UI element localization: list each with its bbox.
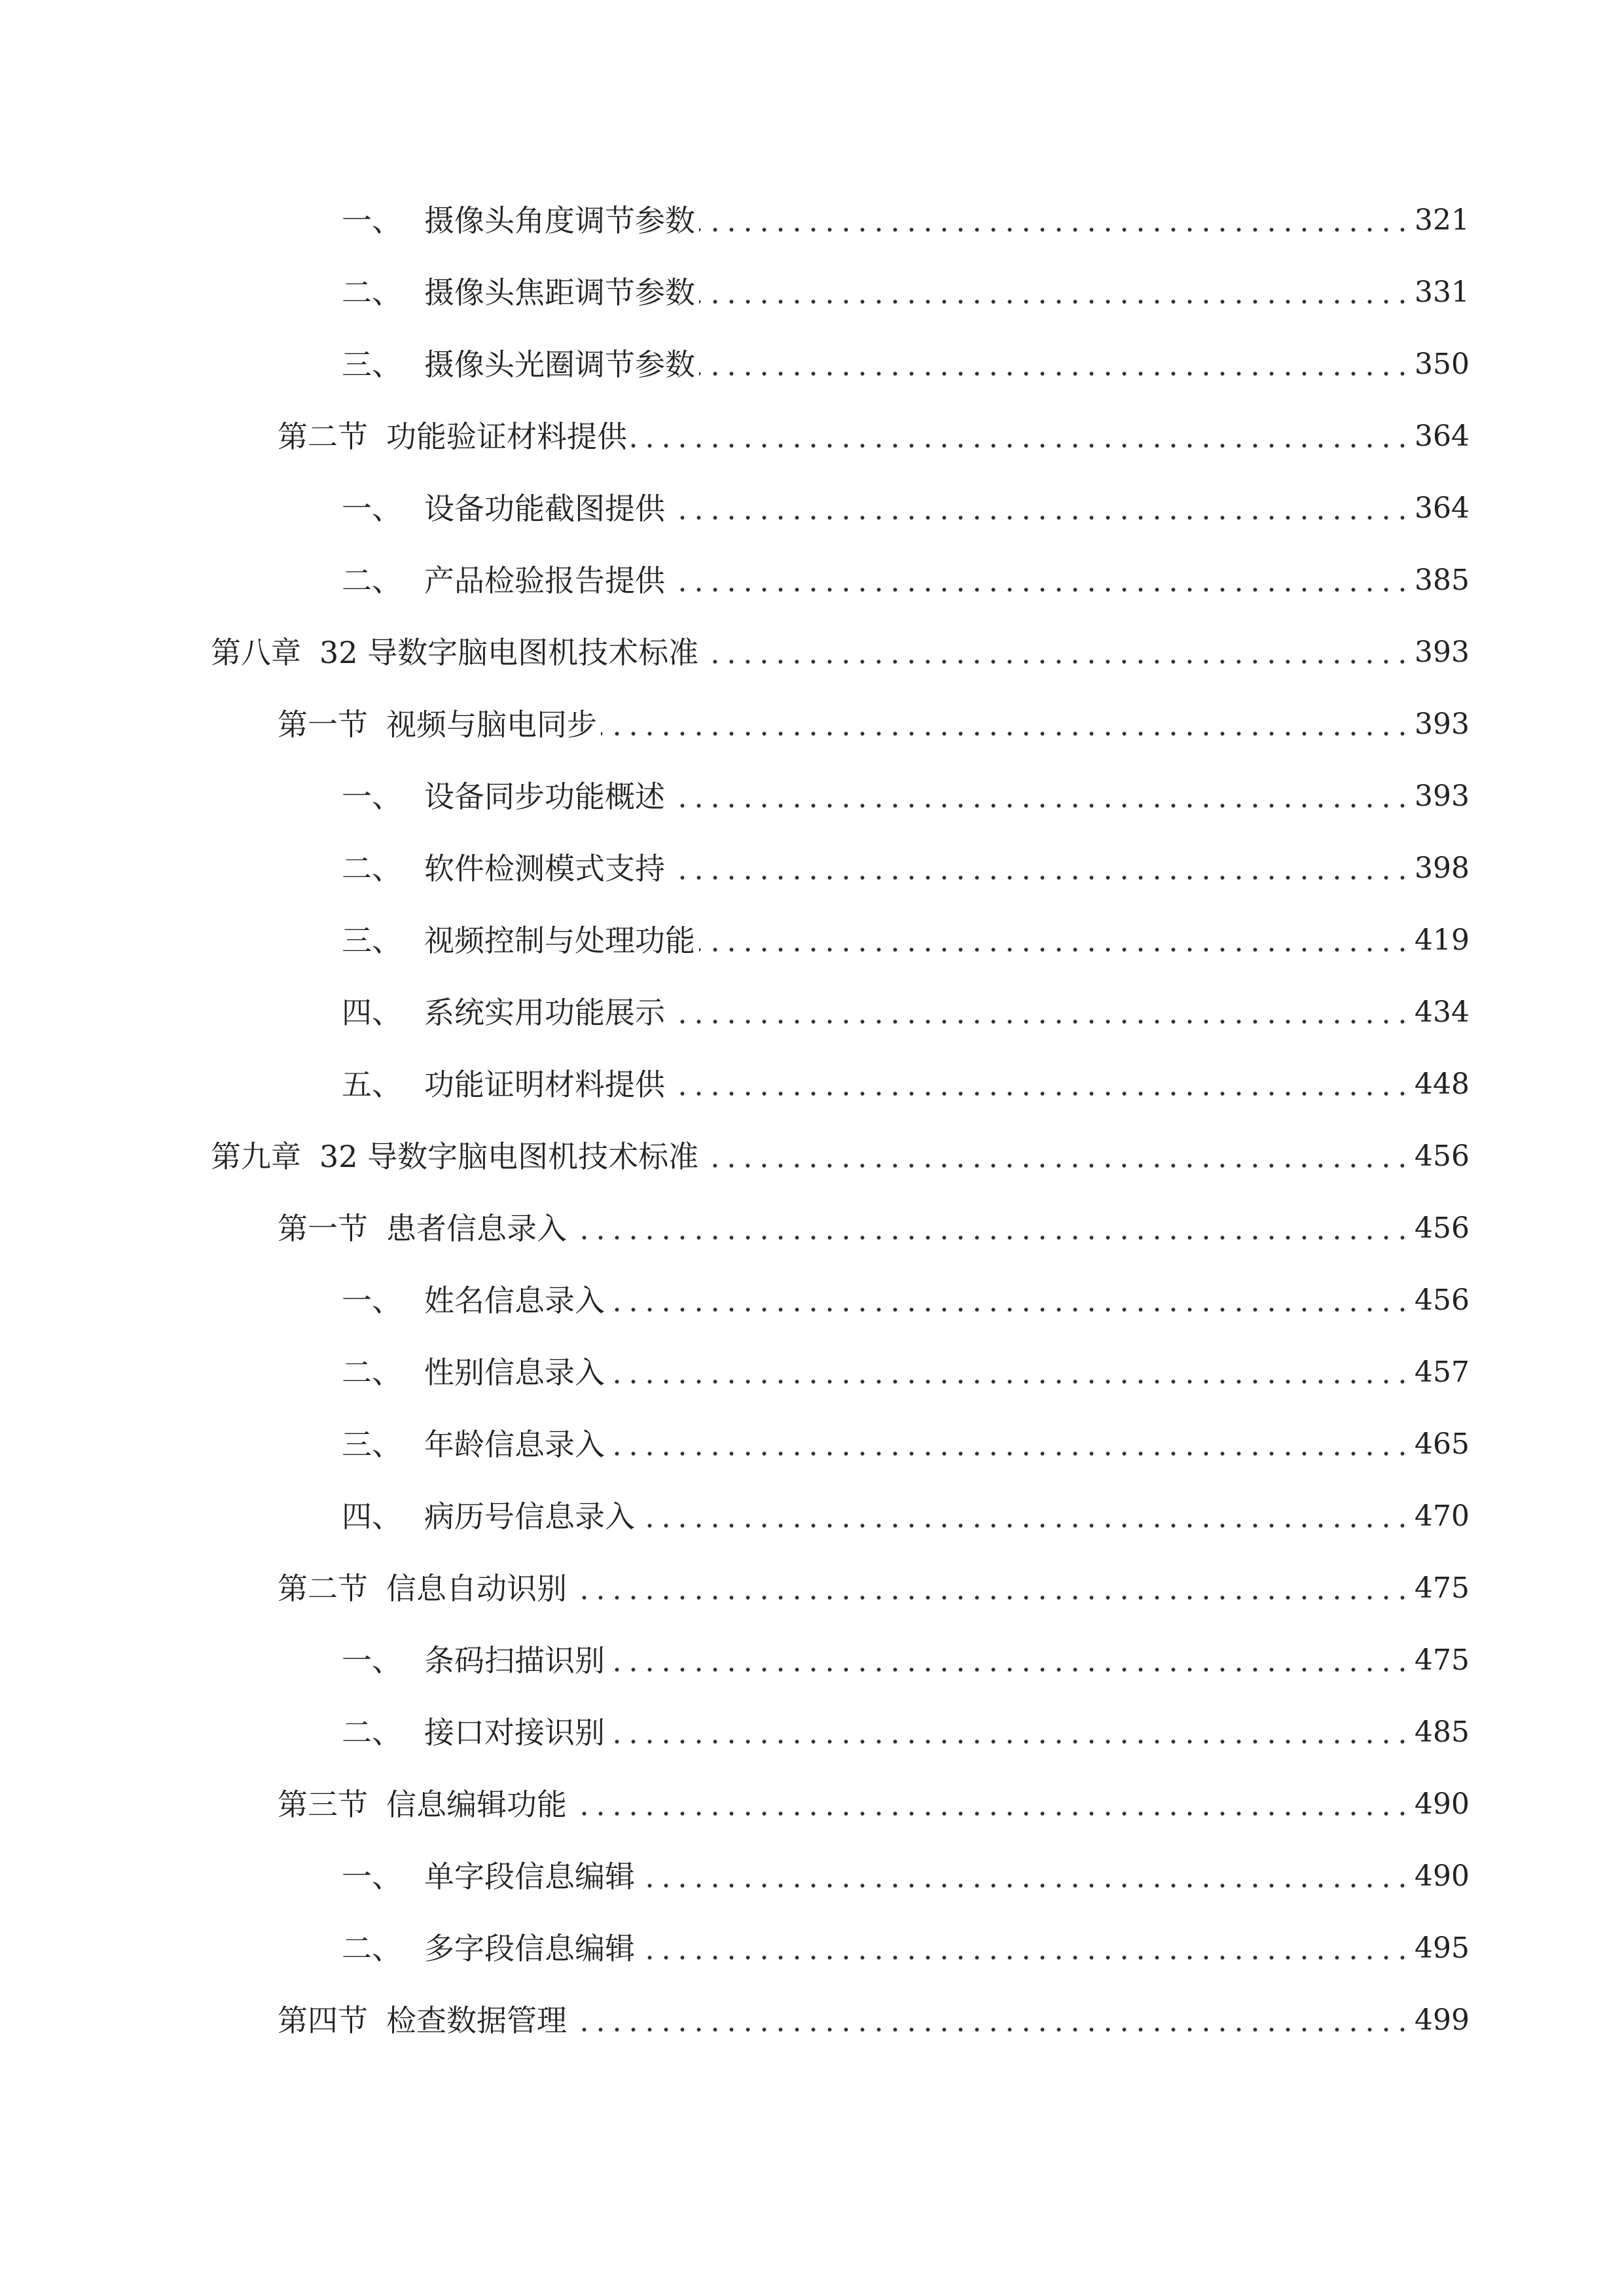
entry-title: 软件检测模式支持 [424, 851, 665, 886]
toc-entry[interactable] [342, 1336, 1470, 1408]
entry-page-number: 475 [1415, 1571, 1470, 1605]
dot-leader [702, 1162, 1411, 1170]
toc-entry[interactable] [342, 1624, 1470, 1696]
entry-number: 三、 [342, 347, 402, 382]
entry-page-number: 456 [1415, 1139, 1470, 1173]
dot-leader [669, 1018, 1411, 1026]
entry-page-number: 470 [1415, 1499, 1470, 1533]
entry-page-number: 475 [1415, 1643, 1470, 1677]
entry-page-number: 434 [1415, 996, 1470, 1029]
toc-entry[interactable] [342, 1049, 1470, 1121]
entry-page-number: 393 [1415, 780, 1470, 813]
entry-title: 病历号信息录入 [424, 1499, 635, 1534]
entry-number: 第四节 [278, 2003, 368, 2038]
dot-leader [571, 1594, 1411, 1602]
entry-title: 检查数据管理 [386, 2003, 567, 2038]
entry-title: 视频控制与处理功能 [424, 923, 695, 958]
entry-title: 多字段信息编辑 [424, 1931, 635, 1966]
toc-entry[interactable] [342, 185, 1470, 257]
entry-page-number: 457 [1415, 1355, 1470, 1389]
entry-number: 二、 [342, 851, 402, 886]
entry-page-number: 465 [1415, 1427, 1470, 1461]
entry-number: 第二节 [278, 419, 368, 454]
entry-title: 设备功能截图提供 [424, 491, 665, 526]
entry-number: 二、 [342, 275, 402, 310]
entry-title: 性别信息录入 [424, 1355, 605, 1390]
entry-title: 年龄信息录入 [424, 1427, 605, 1462]
dot-leader [699, 298, 1411, 306]
entry-title: 功能证明材料提供 [424, 1067, 665, 1102]
entry-page-number: 456 [1415, 1283, 1470, 1317]
entry-page-number: 495 [1415, 1931, 1470, 1965]
toc-entry[interactable] [342, 905, 1470, 977]
entry-number: 一、 [342, 491, 402, 526]
entry-title: 32 导数字脑电图机技术标准 [319, 635, 699, 670]
dot-leader [609, 1306, 1411, 1314]
entry-number: 五、 [342, 1067, 402, 1102]
toc-entry[interactable] [342, 1480, 1470, 1552]
entry-page-number: 393 [1415, 708, 1470, 741]
toc-entry[interactable] [278, 1193, 1470, 1265]
toc-entry[interactable] [342, 1265, 1470, 1336]
toc-entry[interactable] [342, 257, 1470, 329]
dot-leader [699, 370, 1411, 378]
entry-title: 条码扫描识别 [424, 1643, 605, 1678]
entry-number: 第二节 [278, 1571, 368, 1606]
entry-title: 摄像头光圈调节参数 [424, 347, 695, 382]
entry-number: 第三节 [278, 1787, 368, 1822]
entry-number: 二、 [342, 563, 402, 598]
entry-title: 视频与脑电同步 [386, 707, 597, 742]
entry-title: 32 导数字脑电图机技术标准 [319, 1139, 699, 1174]
toc-entry[interactable] [342, 977, 1470, 1049]
entry-page-number: 350 [1415, 348, 1470, 381]
entry-page-number: 385 [1415, 564, 1470, 597]
entry-number: 二、 [342, 1355, 402, 1390]
toc-entry[interactable] [278, 1984, 1470, 2056]
entry-page-number: 393 [1415, 636, 1470, 669]
entry-page-number: 485 [1415, 1715, 1470, 1749]
dot-leader [639, 1882, 1411, 1890]
toc-entry-chapter[interactable] [211, 617, 1470, 689]
entry-title: 产品检验报告提供 [424, 563, 665, 598]
entry-number: 第一节 [278, 1211, 368, 1246]
entry-number: 四、 [342, 1499, 402, 1534]
entry-title: 单字段信息编辑 [424, 1859, 635, 1894]
entry-page-number: 331 [1415, 276, 1470, 309]
toc-entry[interactable] [342, 473, 1470, 545]
entry-number: 一、 [342, 1643, 402, 1678]
entry-page-number: 364 [1415, 492, 1470, 525]
dot-leader [639, 1522, 1411, 1530]
entry-page-number: 398 [1415, 852, 1470, 885]
dot-leader [669, 1090, 1411, 1098]
toc-entry[interactable] [278, 1768, 1470, 1840]
toc-entry[interactable] [342, 833, 1470, 905]
toc-entry[interactable] [342, 545, 1470, 617]
dot-leader [699, 226, 1411, 234]
entry-title: 设备同步功能概述 [424, 779, 665, 814]
dot-leader [609, 1738, 1411, 1746]
entry-number: 四、 [342, 995, 402, 1030]
entry-number: 第九章 [211, 1139, 301, 1174]
toc-entry[interactable] [342, 761, 1470, 833]
entry-page-number: 448 [1415, 1067, 1470, 1101]
entry-page-number: 490 [1415, 1859, 1470, 1893]
dot-leader [601, 730, 1411, 738]
dot-leader [571, 1234, 1411, 1242]
entry-number: 一、 [342, 203, 402, 238]
entry-title: 信息编辑功能 [386, 1787, 567, 1822]
entry-number: 三、 [342, 1427, 402, 1462]
toc-entry[interactable] [342, 1840, 1470, 1912]
toc-entry[interactable] [278, 689, 1470, 761]
dot-leader [571, 2026, 1411, 2034]
entry-number: 一、 [342, 1859, 402, 1894]
entry-title: 患者信息录入 [386, 1211, 567, 1246]
entry-page-number: 490 [1415, 1787, 1470, 1821]
toc-entry[interactable] [342, 1408, 1470, 1480]
toc-entry[interactable] [342, 1912, 1470, 1984]
entry-number: 二、 [342, 1715, 402, 1750]
dot-leader [669, 802, 1411, 810]
toc-entry[interactable] [342, 329, 1470, 401]
dot-leader [609, 1666, 1411, 1674]
toc-entry-chapter[interactable] [211, 1121, 1470, 1193]
entry-number: 第八章 [211, 635, 301, 670]
entry-number: 二、 [342, 1931, 402, 1966]
dot-leader [699, 946, 1411, 954]
entry-title: 信息自动识别 [386, 1571, 567, 1606]
toc-entry[interactable] [278, 1552, 1470, 1624]
dot-leader [609, 1450, 1411, 1458]
entry-title: 摄像头焦距调节参数 [424, 275, 695, 310]
dot-leader [669, 514, 1411, 522]
dot-leader [631, 442, 1411, 450]
entry-page-number: 419 [1415, 924, 1470, 957]
dot-leader [702, 658, 1411, 666]
entry-title: 系统实用功能展示 [424, 995, 665, 1030]
entry-number: 第一节 [278, 707, 368, 742]
entry-title: 摄像头角度调节参数 [424, 203, 695, 238]
entry-title: 接口对接识别 [424, 1715, 605, 1750]
dot-leader [571, 1810, 1411, 1818]
entry-page-number: 499 [1415, 2003, 1470, 2037]
toc-entry[interactable] [342, 1696, 1470, 1768]
entry-number: 三、 [342, 923, 402, 958]
entry-page-number: 321 [1415, 204, 1470, 237]
entry-page-number: 456 [1415, 1211, 1470, 1245]
entry-number: 一、 [342, 1283, 402, 1318]
entry-title: 功能验证材料提供 [386, 419, 627, 454]
entry-title: 姓名信息录入 [424, 1283, 605, 1318]
dot-leader [639, 1954, 1411, 1962]
dot-leader [669, 874, 1411, 882]
entry-number: 一、 [342, 779, 402, 814]
toc-entry[interactable] [278, 401, 1470, 473]
dot-leader [609, 1378, 1411, 1386]
entry-page-number: 364 [1415, 420, 1470, 453]
dot-leader [669, 586, 1411, 594]
